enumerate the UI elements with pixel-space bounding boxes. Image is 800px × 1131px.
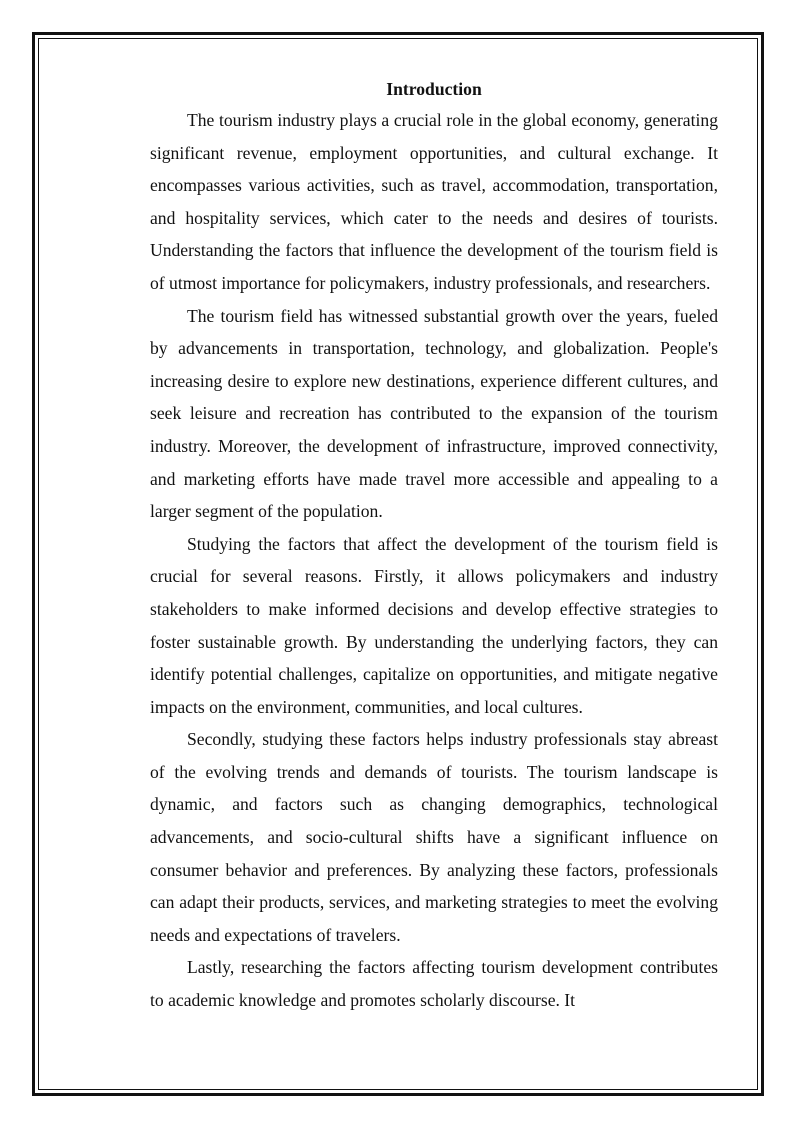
paragraph-1: The tourism industry plays a crucial role in the global economy, generating significant revenue, employment opportunities, and cultural exchange. It encompasses various activities, such as travel, accommodation, transportation, and hospitality services, which cater to the needs and desires of tourists. Understanding the factors that influence the development of the tourism field is of utmost importance for policymakers, industry professionals, and researchers. xyxy=(150,110,718,293)
section-heading: Introduction xyxy=(386,79,482,99)
paragraph-5: Lastly, researching the factors affecting tourism development contributes to academic knowledge and promotes scholarly discourse. It xyxy=(150,957,718,1011)
paragraph-4: Secondly, studying these factors helps industry professionals stay abreast of the evolving trends and demands of tourists. The tourism landscape is dynamic, and factors such as changing demographics, technological advancements, and socio-cultural shifts have a significant influence on consumer behavior and preferences. By analyzing these factors, professionals can adapt their products, services, and marketing strategies to meet the evolving needs and expectations of travelers. xyxy=(150,729,718,945)
paragraph-2: The tourism field has witnessed substantial growth over the years, fueled by advancements in transportation, technology, and globalization. People's increasing desire to explore new destinations, experience different cultures, and seek leisure and recreation has contributed to the expansion of the tourism industry. Moreover, the development of infrastructure, improved connectivity, and marketing efforts have made travel more accessible and appealing to a larger segment of the population. xyxy=(150,305,718,522)
paragraph-3: Studying the factors that affect the development of the tourism field is crucial for several reasons. Firstly, it allows policymakers and industry stakeholders to make informed decisions and develop effective strategies to foster sustainable growth. By understanding the underlying factors, they can identify potential challenges, capitalize on opportunities, and mitigate negative impacts on the environment, communities, and local cultures. xyxy=(150,533,718,717)
document-body xyxy=(150,74,718,1017)
